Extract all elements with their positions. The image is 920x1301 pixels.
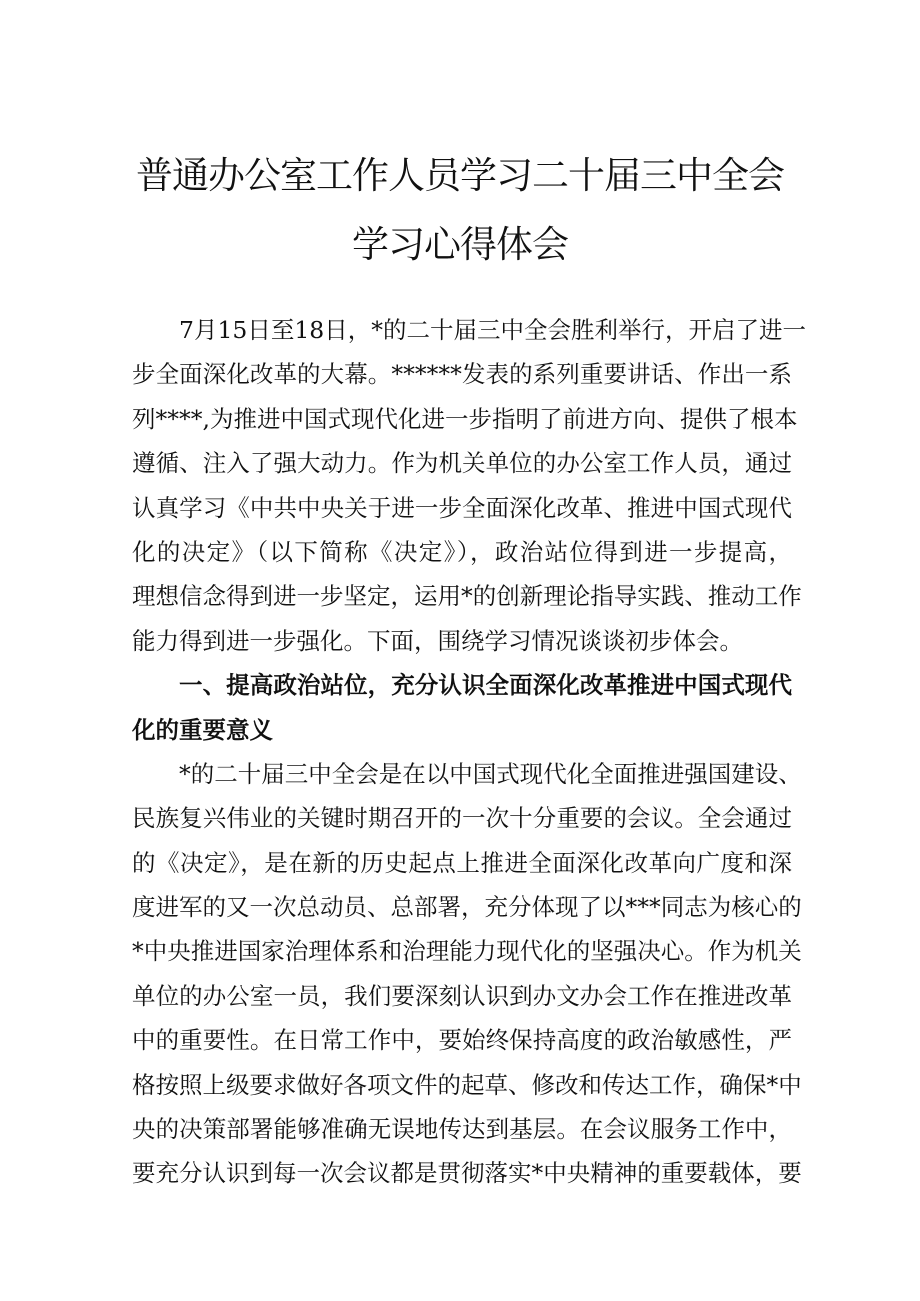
paragraph-2-line: 度进军的又一次总动员、总部署，充分体现了以***同志为核心的: [132, 893, 802, 922]
paragraph-1-line: 化的决定》（以下简称《决定》），政治站位得到进一步提高，: [132, 537, 792, 566]
document-title-line-2: 学习心得体会: [352, 223, 568, 266]
paragraph-2-line: *中央推进国家治理体系和治理能力现代化的坚强决心。作为机关: [132, 937, 802, 966]
paragraph-2-line: 单位的办公室一员，我们要深刻认识到办文办会工作在推进改革: [132, 981, 792, 1010]
document-title-line-1: 普通办公室工作人员学习二十届三中全会: [136, 154, 784, 197]
paragraph-2-line: 要充分认识到每一次会议都是贯彻落实*中央精神的重要载体，要: [132, 1159, 802, 1188]
paragraph-1-line: 7月15日至18日，*的二十届三中全会胜利举行，开启了进一: [179, 316, 807, 344]
paragraph-2-line: 央的决策部署能够准确无误地传达到基层。在会议服务工作中，: [132, 1115, 792, 1144]
paragraph-2-line: 民族复兴伟业的关键时期召开的一次十分重要的会议。全会通过: [132, 804, 792, 833]
paragraph-1-line: 步全面深化改革的大幕。******发表的系列重要讲话、作出一系: [132, 360, 792, 389]
section-heading-line: 一、提高政治站位，充分认识全面深化改革推进中国式现代: [179, 671, 792, 700]
section-heading-line: 化的重要意义: [132, 715, 273, 744]
paragraph-1-line: 认真学习《中共中央关于进一步全面深化改革、推进中国式现代: [132, 493, 792, 522]
paragraph-2-line: *的二十届三中全会是在以中国式现代化全面推进强国建设、: [179, 759, 802, 788]
paragraph-2-line: 格按照上级要求做好各项文件的起草、修改和传达工作，确保*中: [132, 1070, 802, 1099]
paragraph-2-line: 中的重要性。在日常工作中，要始终保持高度的政治敏感性，严: [132, 1026, 792, 1055]
paragraph-1-line: 遵循、注入了强大动力。作为机关单位的办公室工作人员，通过: [132, 449, 792, 478]
paragraph-1-line: 能力得到进一步强化。下面，围绕学习情况谈谈初步体会。: [132, 626, 743, 655]
paragraph-2-line: 的《决定》，是在新的历史起点上推进全面深化改革向广度和深: [132, 848, 792, 877]
paragraph-1-line: 理想信念得到进一步坚定，运用*的创新理论指导实践、推动工作: [132, 582, 802, 611]
document-body: [132, 308, 807, 1196]
paragraph-1-line: 列****,为推进中国式现代化进一步指明了前进方向、提供了根本: [132, 404, 798, 433]
